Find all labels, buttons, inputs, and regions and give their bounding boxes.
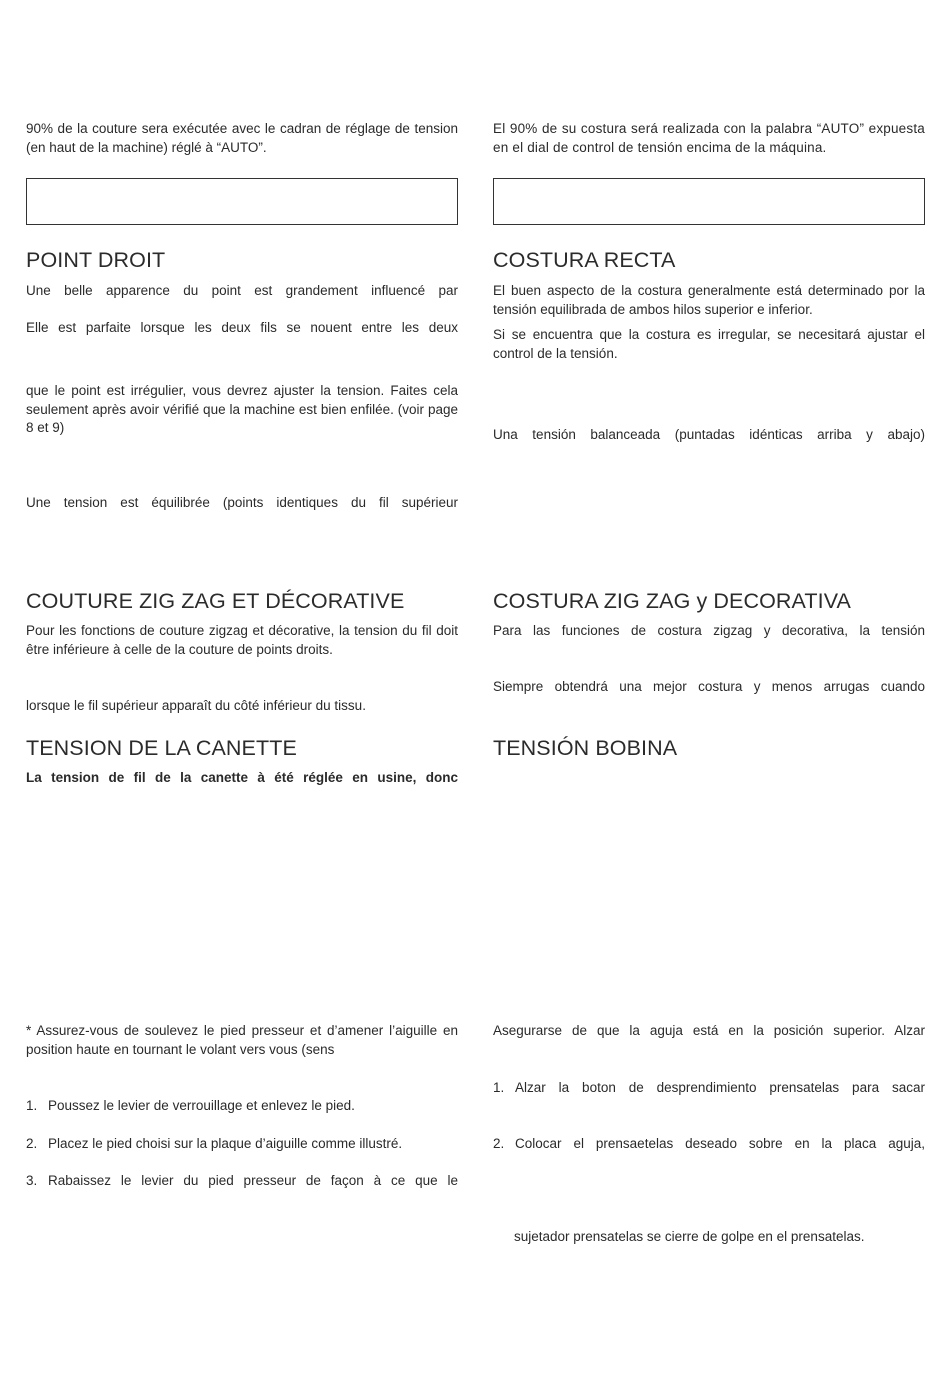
zigzag-paragraph-1: Pour les fonctions de couture zigzag et décorative, la tension du fil doit être inférieure à celle de la couture de points droits.	[26, 623, 458, 657]
empty-frame	[493, 178, 925, 225]
zigzag-paragraph-1: Para las funciones de costura zigzag y decorativa, la tensión	[493, 623, 925, 638]
heading-straight-stitch: COSTURA RECTA	[493, 248, 676, 272]
presser-note: Asegurarse de que la aguja está en la posición superior. Alzar	[493, 1023, 925, 1038]
list-number: 1.	[493, 1080, 505, 1095]
presser-note: * Assurez-vous de soulevez le pied presseur et d’amener l’aiguille en position haute en tournant le volant vers vous (sens	[26, 1023, 458, 1057]
list-text: Placez le pied choisi sur la plaque d’aiguille comme illustré.	[48, 1136, 403, 1151]
straight-paragraph-1: Une belle apparence du point est grandement influencé par	[26, 283, 458, 298]
straight-paragraph-4: Une tension est équilibrée (points identiques du fil supérieur	[26, 495, 458, 510]
list-item	[26, 1172, 458, 1191]
heading-zigzag: COSTURA ZIG ZAG y DECORATIVA	[493, 589, 851, 613]
list-text: Poussez le levier de verrouillage et enlevez le pied.	[48, 1098, 355, 1113]
column-spanish	[493, 0, 925, 1375]
presser-tail: sujetador prensatelas se cierre de golpe en el prensatelas.	[514, 1229, 865, 1244]
zigzag-paragraph-2: Siempre obtendrá una mejor costura y menos arrugas cuando	[493, 679, 925, 694]
intro-paragraph: El 90% de su costura será realizada con la palabra “AUTO” expuesta en el dial de control de tensión encima de la máquina.	[493, 121, 925, 155]
list-number: 2.	[26, 1136, 38, 1151]
column-french	[26, 0, 458, 1375]
list-text: Colocar el prensaetelas deseado sobre en la placa aguja,	[515, 1136, 925, 1151]
list-number: 2.	[493, 1136, 505, 1151]
heading-bobbin-tension: TENSION DE LA CANETTE	[26, 736, 297, 760]
empty-frame	[26, 178, 458, 225]
list-item	[26, 1097, 458, 1116]
straight-paragraph-3: Una tensión balanceada (puntadas idénticas arriba y abajo)	[493, 427, 925, 442]
straight-paragraph-2: Si se encuentra que la costura es irregular, se necesitará ajustar el control de la tensión.	[493, 327, 925, 361]
bobbin-paragraph: La tension de fil de la canette à été réglée en usine, donc	[26, 770, 458, 785]
list-item	[493, 1135, 925, 1154]
heading-bobbin-tension: TENSIÓN BOBINA	[493, 736, 678, 760]
straight-paragraph-1: El buen aspecto de la costura generalmente está determinado por la tensión equilibrada de ambos hilos superior e inferior.	[493, 283, 925, 317]
straight-paragraph-3: que le point est irrégulier, vous devrez ajuster la tension. Faites cela seulement après avoir vérifié que la machine est bien enfilée. (voir page 8 et 9)	[26, 383, 458, 436]
heading-straight-stitch: POINT DROIT	[26, 248, 166, 272]
zigzag-paragraph-2: lorsque le fil supérieur apparaît du côté inférieur du tissu.	[26, 698, 366, 713]
list-text: Rabaissez le levier du pied presseur de façon à ce que le	[48, 1173, 458, 1188]
list-item	[26, 1135, 458, 1154]
list-number: 3.	[26, 1173, 38, 1188]
list-number: 1.	[26, 1098, 38, 1113]
list-item	[493, 1079, 925, 1098]
straight-paragraph-2: Elle est parfaite lorsque les deux fils se nouent entre les deux	[26, 320, 458, 335]
intro-paragraph: 90% de la couture sera exécutée avec le cadran de réglage de tension (en haut de la machine) réglé à “AUTO”.	[26, 121, 458, 155]
heading-zigzag: COUTURE ZIG ZAG ET DÉCORATIVE	[26, 589, 405, 613]
list-text: Alzar la boton de desprendimiento prensatelas para sacar	[515, 1080, 925, 1095]
